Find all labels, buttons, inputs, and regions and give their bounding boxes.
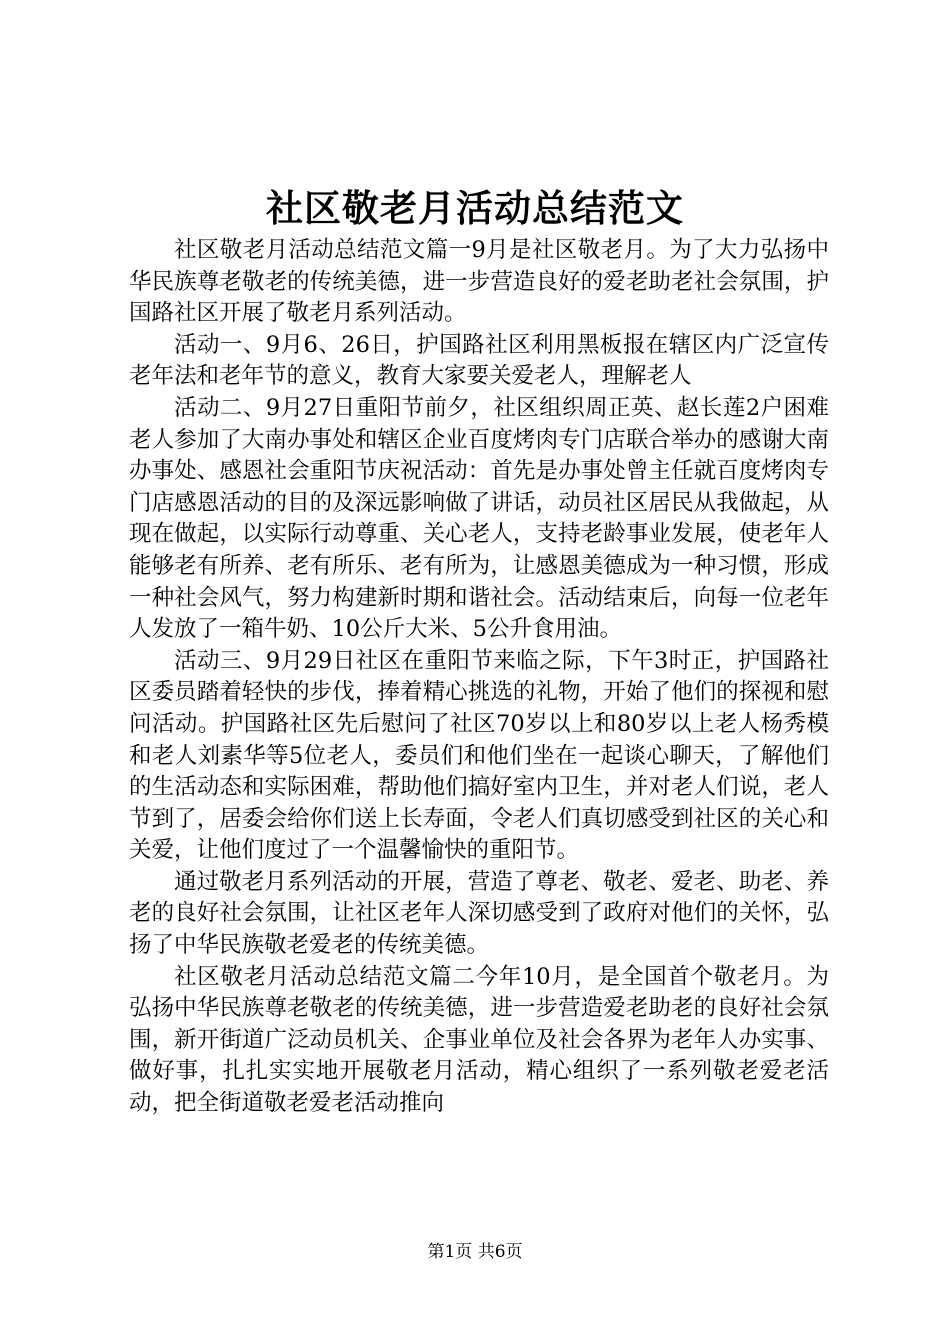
document-body — [129, 235, 829, 1120]
paragraph: 活动二、9月27日重阳节前夕，社区组织周正英、赵长莲2户困难老人参加了大南办事处和辖区企业百度烤肉专门店联合举办的感谢大南办事处、感恩社会重阳节庆祝活动：首先是办事处曾主任就百度烤肉专门店感恩活动的目的及深远影响做了讲话，动员社区居民从我做起，从现在做起，以实际行动尊重、关心老人，支持老龄事业发展，使老年人能够老有所养、老有所乐、老有所为，让感恩美德成为一种习惯，形成一种社会风气，努力构建新时期和谐社会。活动结束后，向每一位老年人发放了一箱牛奶、10公斤大米、5公升食用油。 — [129, 394, 829, 643]
page-footer: 第1页 共6页 — [427, 1242, 523, 1262]
paragraph: 活动一、9月6、26日，护国路社区利用黑板报在辖区内广泛宣传老年法和老年节的意义，教育大家要关爱老人，理解老人 — [129, 331, 829, 390]
paragraph: 活动三、9月29日社区在重阳节来临之际，下午3时正，护国路社区委员踏着轻快的步伐，捧着精心挑选的礼物，开始了他们的探视和慰问活动。护国路社区先后慰问了社区70岁以上和80岁以上老人杨秀模和老人刘素华等5位老人，委员们和他们坐在一起谈心聊天，了解他们的生活动态和实际困难，帮助他们搞好室内卫生，并对老人们说，老人节到了，居委会给你们送上长寿面，令老人们真切感受到社区的关心和关爱，让他们度过了一个温馨愉快的重阳节。 — [129, 647, 829, 864]
document-title: 社区敬老月活动总结范文 — [266, 186, 684, 230]
paragraph: 社区敬老月活动总结范文篇一9月是社区敬老月。为了大力弘扬中华民族尊老敬老的传统美德，进一步营造良好的爱老助老社会氛围，护国路社区开展了敬老月系列活动。 — [129, 237, 829, 327]
paragraph: 社区敬老月活动总结范文篇二今年10月，是全国首个敬老月。为弘扬中华民族尊老敬老的传统美德，进一步营造爱老助老的良好社会氛围，新开街道广泛动员机关、企事业单位及社会各界为老年人办实事、做好事，扎扎实实地开展敬老月活动，精心组织了一系列敬老爱老活动，把全街道敬老爱老活动推向 — [129, 963, 829, 1117]
paragraph: 通过敬老月系列活动的开展，营造了尊老、敬老、爱老、助老、养老的良好社会氛围，让社区老年人深切感受到了政府对他们的关怀，弘扬了中华民族敬老爱老的传统美德。 — [129, 868, 829, 959]
